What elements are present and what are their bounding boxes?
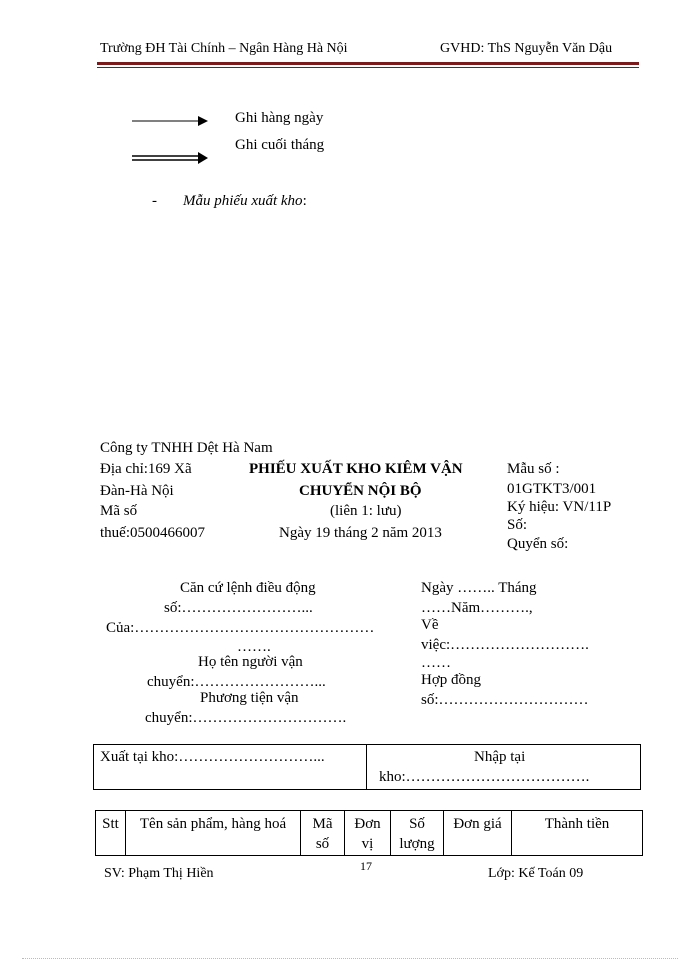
bullet-text: Mẫu phiếu xuất kho: [183, 193, 303, 209]
form-number: Số:: [507, 517, 528, 533]
page-number: 17: [360, 859, 372, 873]
header-rule-thick: [97, 62, 639, 65]
date-field: Ngày …….. Tháng: [421, 580, 537, 596]
col-unit-line2: vị: [361, 836, 374, 852]
form-book: Quyển số:: [507, 536, 569, 552]
header-advisor: GVHD: ThS Nguyễn Văn Dậu: [440, 41, 613, 56]
date-field-cont: ……Năm……….,: [421, 600, 533, 616]
company-tax-2: thuế:0500466007: [100, 525, 205, 541]
vehicle-label: Phương tiện vận: [200, 690, 299, 706]
col-product: [126, 811, 301, 855]
col-stt: [96, 811, 126, 855]
col-unit: [345, 811, 391, 855]
page-edge-dotted-line: [22, 958, 678, 959]
col-price-label: Đơn giá: [453, 816, 502, 832]
company-address-2: Đàn-Hà Nội: [100, 483, 174, 499]
transporter-field: chuyển:……………………...: [147, 674, 326, 690]
col-code-line1: Mã: [312, 816, 333, 832]
warehouse-divider: [366, 745, 367, 789]
col-qty-line1: Số: [409, 816, 425, 832]
company-tax-1: Mã số: [100, 503, 138, 519]
legend-monthly: Ghi cuối tháng: [235, 137, 325, 153]
col-qty: [391, 811, 444, 855]
col-product-label: Tên sản phẩm, hàng hoá: [139, 816, 287, 832]
form-title-line1: PHIẾU XUẤT KHO KIÊM VẬN: [249, 461, 463, 477]
bullet-dash: -: [152, 193, 157, 209]
col-code-line2: số: [315, 836, 330, 852]
col-code: [301, 811, 345, 855]
single-arrow-icon: [132, 115, 210, 127]
about-field: việc:……………………….: [421, 637, 589, 653]
export-warehouse: Xuất tại kho:………………………...: [100, 749, 325, 765]
order-number: số:……………………...: [164, 600, 313, 616]
col-unit-line1: Đơn: [354, 816, 381, 832]
col-stt-label: Stt: [102, 816, 119, 832]
of-field: Của:…………………………………………: [106, 620, 375, 636]
col-amount: [512, 811, 642, 855]
product-table-header: [95, 810, 643, 856]
transporter-label: Họ tên người vận: [198, 654, 303, 670]
header-school: Trường ĐH Tài Chính – Ngân Hàng Hà Nội: [100, 41, 348, 56]
footer-student: SV: Phạm Thị Hiền: [104, 866, 214, 881]
about-field-cont: ……: [421, 655, 451, 671]
form-date: Ngày 19 tháng 2 năm 2013: [279, 525, 442, 541]
col-price: [444, 811, 512, 855]
about-label: Về: [421, 617, 439, 633]
legend-daily: Ghi hàng ngày: [235, 110, 324, 126]
col-amount-label: Thành tiền: [544, 816, 610, 832]
contract-field: số:…………………………: [421, 692, 589, 708]
company-address-1: Địa chỉ:169 Xã: [100, 461, 192, 477]
warehouse-box: [93, 744, 641, 790]
footer-class: Lớp: Kế Toán 09: [488, 866, 584, 881]
import-warehouse-field: kho:……………………………….: [379, 769, 590, 785]
header-rule-thin: [97, 67, 639, 68]
contract-label: Hợp đồng: [421, 672, 482, 688]
col-qty-line2: lượng: [399, 836, 435, 852]
form-copy: (liên 1: lưu): [330, 503, 402, 519]
of-field-cont: …….: [237, 639, 271, 655]
form-symbol: Ký hiệu: VN/11P: [507, 499, 612, 515]
order-label: Căn cứ lệnh điều động: [180, 580, 316, 596]
bullet-colon: :: [302, 193, 307, 209]
double-arrow-icon: [132, 151, 210, 165]
company-name: Công ty TNHH Dệt Hà Nam: [100, 440, 273, 456]
import-warehouse-label: Nhập tại: [474, 749, 526, 765]
form-code: 01GTKT3/001: [507, 481, 597, 497]
form-code-label: Mẫu số :: [507, 461, 560, 477]
form-title-line2: CHUYỂN NỘI BỘ: [299, 483, 422, 499]
bullet-heading: [183, 193, 307, 210]
vehicle-field: chuyển:………………………….: [145, 710, 347, 726]
